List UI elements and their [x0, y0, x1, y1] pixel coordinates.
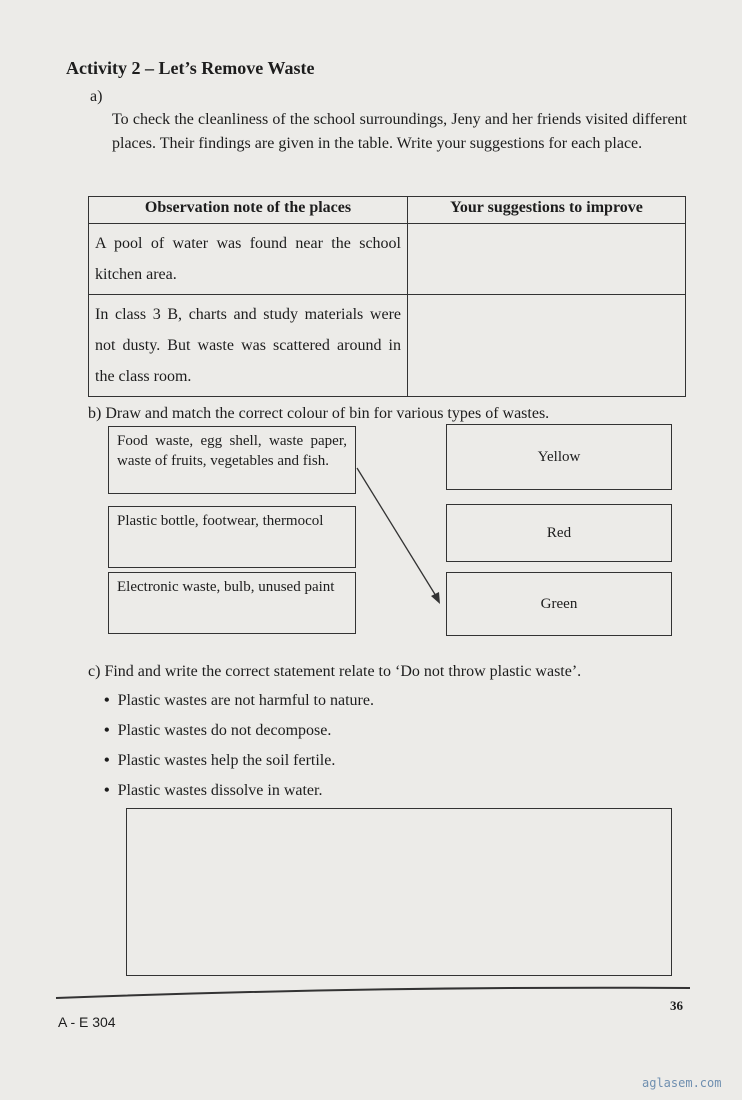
observation-cell: In class 3 B, charts and study materials were not dusty. But waste was scattered around in the class room.: [89, 295, 408, 397]
arrowhead-icon: [431, 592, 440, 604]
observation-cell: A pool of water was found near the school kitchen area.: [89, 224, 408, 295]
bin-label: Red: [546, 525, 572, 541]
footer-line: [0, 980, 742, 1010]
part-c-text: Find and write the correct statement relate to ‘Do not throw plastic waste’.: [104, 663, 582, 680]
part-c-label: c): [88, 663, 101, 680]
observation-header: Observation note of the places: [89, 197, 408, 224]
match-line: [357, 468, 436, 596]
list-item: • Plastic wastes are not harmful to nature.: [104, 686, 374, 716]
list-item: • Plastic wastes help the soil fertile.: [104, 746, 374, 776]
waste-box-food: Food waste, egg shell, waste paper, waste of fruits, vegetables and fish.: [108, 426, 356, 494]
watermark: aglasem.com: [642, 1076, 722, 1090]
part-b-text: Draw and match the correct colour of bin for various types of wastes.: [105, 405, 550, 422]
page-number: 36: [670, 998, 683, 1013]
waste-box-electronic: Electronic waste, bulb, unused paint: [108, 572, 356, 634]
waste-box-plastic: Plastic bottle, footwear, thermocol: [108, 506, 356, 568]
activity-title: Activity 2 – Let’s Remove Waste: [66, 58, 315, 78]
part-b-label: b): [88, 405, 102, 422]
part-c-question: [88, 660, 581, 684]
part-a-label: a): [90, 88, 103, 105]
bin-label: Green: [540, 596, 578, 612]
statement-list: [104, 686, 374, 806]
bin-label: Yellow: [537, 449, 581, 465]
answer-box[interactable]: [126, 808, 672, 976]
suggestion-header: Your suggestions to improve: [408, 197, 686, 224]
list-item: • Plastic wastes dissolve in water.: [104, 776, 374, 806]
paper-code: A - E 304: [58, 1014, 116, 1030]
part-a-text: To check the cleanliness of the school surroundings, Jeny and her friends visited different places. Their findings are given in the table. Write your suggestions for each place.: [112, 111, 687, 152]
list-item: • Plastic wastes do not decompose.: [104, 716, 374, 746]
